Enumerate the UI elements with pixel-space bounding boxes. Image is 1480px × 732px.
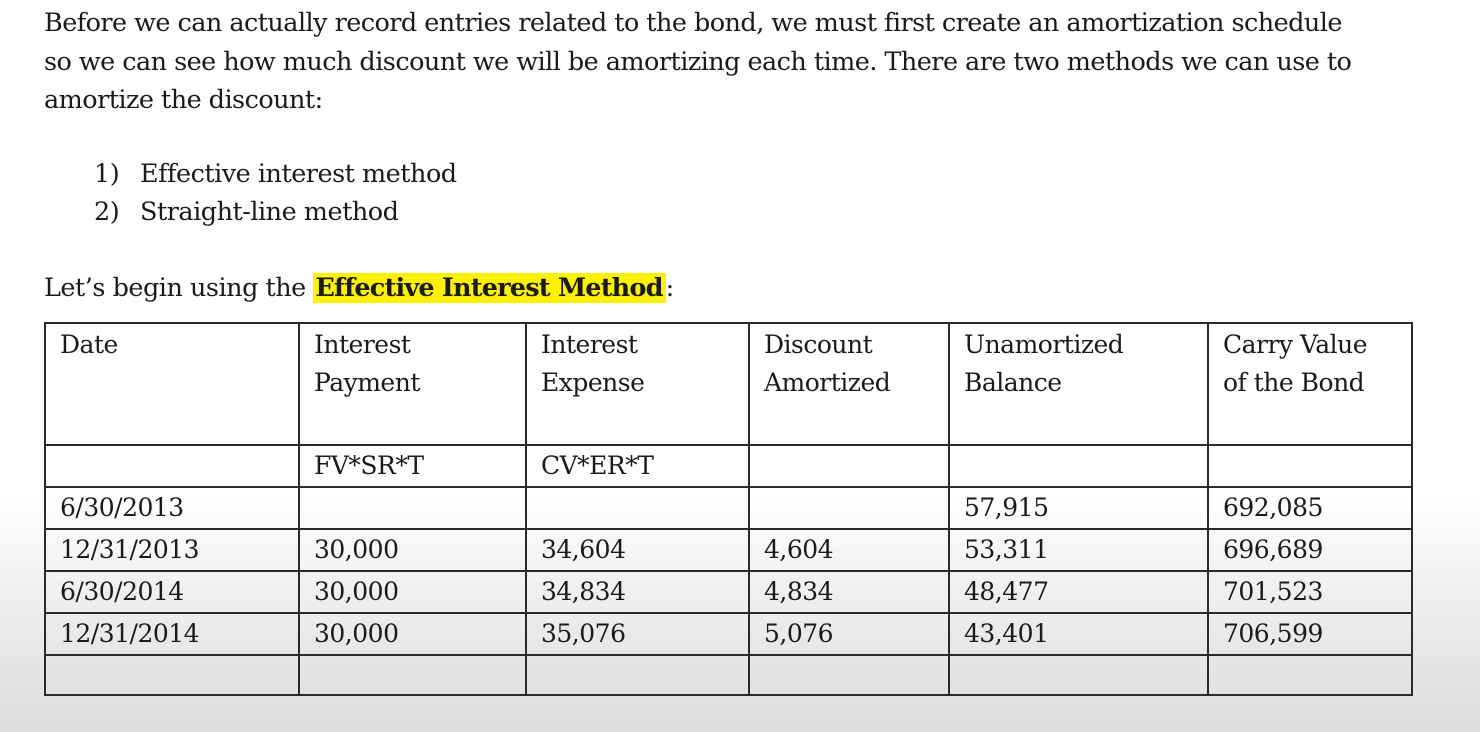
methods-list <box>94 156 457 231</box>
table-row <box>45 529 1412 571</box>
carry-value-cell: 692,085 <box>1208 487 1412 529</box>
carry-value-cell: 706,599 <box>1208 613 1412 655</box>
date-cell: 6/30/2014 <box>45 571 299 613</box>
header-interest-payment: Interest Payment <box>299 323 526 445</box>
empty-cell <box>1208 655 1412 695</box>
interest-expense-cell <box>526 487 749 529</box>
intro-line-3: amortize the discount: <box>44 85 323 115</box>
empty-cell <box>526 655 749 695</box>
table-row <box>45 571 1412 613</box>
formula-cell: CV*ER*T <box>526 445 749 487</box>
interest-expense-cell: 34,834 <box>526 571 749 613</box>
empty-table-row <box>45 655 1412 695</box>
empty-cell <box>45 655 299 695</box>
intro-line-1: Before we can actually record entries related to the bond, we must first create an amortization schedule <box>44 8 1342 38</box>
header-discount-amortized: Discount Amortized <box>749 323 949 445</box>
formula-cell: FV*SR*T <box>299 445 526 487</box>
intro-line-2: so we can see how much discount we will be amortizing each time. There are two methods we can use to <box>44 46 1352 77</box>
interest-payment-cell: 30,000 <box>299 571 526 613</box>
unamortized-balance-cell: 43,401 <box>949 613 1208 655</box>
method-item <box>94 156 457 194</box>
header-interest-expense: Interest Expense <box>526 323 749 445</box>
header-carry-value: Carry Value of the Bond <box>1208 323 1412 445</box>
interest-expense-cell: 35,076 <box>526 613 749 655</box>
formula-row <box>45 445 1412 487</box>
date-cell: 12/31/2013 <box>45 529 299 571</box>
discount-amortized-cell: 5,076 <box>749 613 949 655</box>
formula-cell <box>749 445 949 487</box>
empty-cell <box>749 655 949 695</box>
date-cell: 6/30/2013 <box>45 487 299 529</box>
carry-value-cell: 696,689 <box>1208 529 1412 571</box>
header-date: Date <box>45 323 299 445</box>
interest-payment-cell: 30,000 <box>299 529 526 571</box>
method-number: 1) <box>94 159 120 189</box>
lead-text: Let’s begin using the <box>44 273 314 303</box>
unamortized-balance-cell: 48,477 <box>949 571 1208 613</box>
unamortized-balance-cell: 53,311 <box>949 529 1208 571</box>
amortization-schedule-table <box>44 322 1413 696</box>
header-row <box>45 323 1412 445</box>
empty-cell <box>949 655 1208 695</box>
discount-amortized-cell: 4,834 <box>749 571 949 613</box>
discount-amortized-cell <box>749 487 949 529</box>
interest-payment-cell <box>299 487 526 529</box>
table-row <box>45 487 1412 529</box>
interest-expense-cell: 34,604 <box>526 529 749 571</box>
document-page <box>44 0 1480 648</box>
date-cell: 12/31/2014 <box>45 613 299 655</box>
intro-paragraph <box>44 0 1480 120</box>
method-label: Effective interest method <box>140 159 457 189</box>
carry-value-cell: 701,523 <box>1208 571 1412 613</box>
header-unamortized-balance: Unamortized Balance <box>949 323 1208 445</box>
method-label: Straight-line method <box>140 196 399 227</box>
discount-amortized-cell: 4,604 <box>749 529 949 571</box>
lead-sentence <box>44 270 674 306</box>
interest-payment-cell: 30,000 <box>299 613 526 655</box>
formula-cell <box>1208 445 1412 487</box>
unamortized-balance-cell: 57,915 <box>949 487 1208 529</box>
method-number: 2) <box>94 196 120 227</box>
table-row <box>45 613 1412 655</box>
formula-cell <box>45 445 299 487</box>
method-item <box>94 194 457 232</box>
highlighted-method: Effective Interest Method <box>313 273 665 303</box>
empty-cell <box>299 655 526 695</box>
lead-colon: : <box>665 273 674 303</box>
formula-cell <box>949 445 1208 487</box>
